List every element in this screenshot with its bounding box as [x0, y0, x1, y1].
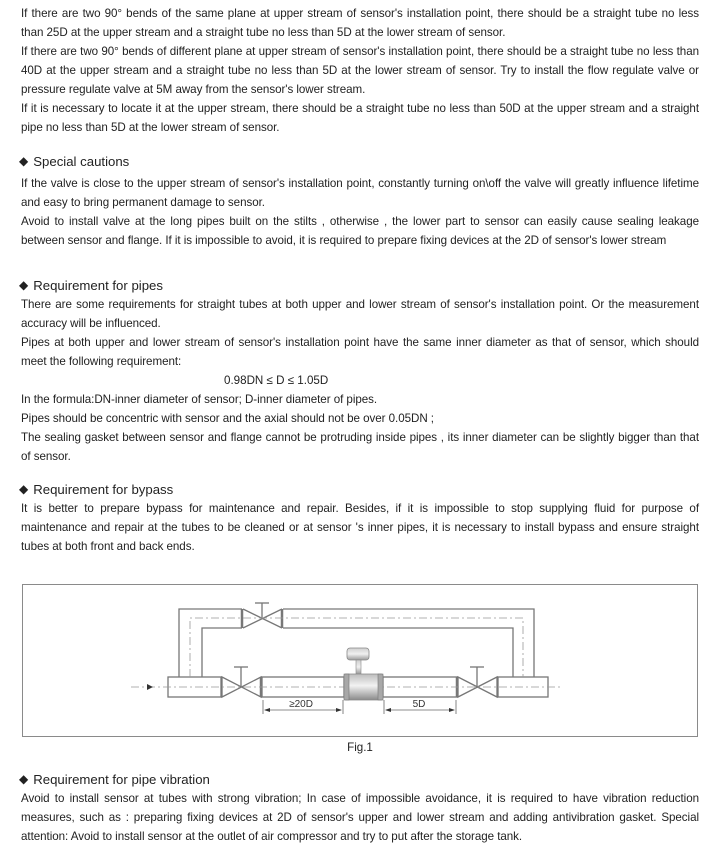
heading-text: Requirement for pipes: [33, 278, 163, 293]
bypass-diagram-frame: [22, 584, 698, 737]
diamond-bullet-icon: ◆: [19, 772, 29, 786]
diamond-bullet-icon: ◆: [19, 154, 29, 168]
bypass-paragraph-1: It is better to prepare bypass for maintenance and repair. Besides, if it is impossible to stop supplying fluid for purpose of maintenance and repair at the tubes to be cleaned or at sensor 's inner pipes, it is necessary to install bypass and ensure straight tubes at both front and back ends.: [21, 502, 699, 553]
intro-paragraph-1: If there are two 90° bends of the same plane at upper stream of sensor's installation point, there should be a straight tube no less than 25D at the upper stream and a straight tube no less than 5D at the lower stream of sensor.: [21, 7, 699, 39]
bypass-pipeline-diagram: [23, 585, 697, 736]
figure-caption: Fig.1: [347, 741, 373, 754]
section-heading: [19, 152, 699, 171]
upstream-length-label: ≥20D: [289, 699, 313, 710]
heading-text: Requirement for bypass: [33, 482, 174, 497]
pipes-paragraph-4: Pipes should be concentric with sensor and the axial should not be over 0.05DN ;: [21, 412, 434, 425]
section-heading: [19, 480, 699, 499]
pipes-section: [21, 276, 699, 466]
intro-section: [21, 4, 699, 137]
section-heading: [19, 770, 699, 789]
intro-paragraph-3: If it is necessary to locate it at the upper stream, there should be a straight tube no less than 50D at the upper stream and a straight pipe no less than 5D at the lower stream of sensor.: [21, 102, 699, 134]
diameter-formula: 0.98DN ≤ D ≤ 1.05D: [224, 374, 329, 387]
heading-text: Requirement for pipe vibration: [33, 772, 210, 787]
cautions-paragraph-1: If the valve is close to the upper stream of sensor's installation point, constantly turning on\off the valve will greatly influence lifetime and easy to bring permanent damage to sensor.: [21, 177, 699, 209]
pipes-paragraph-3: In the formula:DN-inner diameter of sensor; D-inner diameter of pipes.: [21, 393, 378, 406]
special-cautions-section: [21, 152, 699, 250]
diamond-bullet-icon: ◆: [19, 482, 29, 496]
bypass-section: [21, 480, 699, 556]
section-heading: [19, 276, 699, 295]
diamond-bullet-icon: ◆: [19, 278, 29, 292]
pipes-paragraph-5: The sealing gasket between sensor and flange cannot be protruding inside pipes , its inner diameter can be slightly bigger than that of sensor.: [21, 431, 699, 463]
cautions-paragraph-2: Avoid to install valve at the long pipes built on the stilts , otherwise , the lower part to sensor can easily cause sealing leakage between sensor and flange. If it is impossible to avoid, it is required to prepare fixing devices at the 2D of sensor's lower stream: [21, 215, 699, 247]
pipes-paragraph-2: Pipes at both upper and lower stream of sensor's installation point have the same inner diameter as that of sensor, which should meet the following requirement:: [21, 336, 699, 368]
vibration-section: [21, 770, 699, 846]
intro-paragraph-2: If there are two 90° bends of different plane at upper stream of sensor's installation point, there should be a straight tube no less than 40D at the upper stream and a straight tube no less than 5D at the lower stream of sensor. Try to install the flow regulate valve or pressure regulate valve at 5M away from the sensor's lower stream.: [21, 45, 699, 96]
flow-sensor-icon: [344, 648, 383, 700]
vibration-paragraph-1: Avoid to install sensor at tubes with strong vibration; In case of impossible avoidance, it is required to have vibration reduction measures, such as : preparing fixing devices at 2D of sensor's upper and lower stream and adding antivibration gasket. Special attention: Avoid to install sensor at the outlet of air compressor and try to put after the storage tank.: [21, 792, 699, 843]
pipes-paragraph-1: There are some requirements for straight tubes at both upper and lower stream of sensor's installation point. Or the measurement accuracy will be influenced.: [21, 298, 699, 330]
heading-text: Special cautions: [33, 154, 130, 169]
flow-arrow-icon: [147, 684, 153, 690]
downstream-length-label: 5D: [412, 699, 426, 710]
